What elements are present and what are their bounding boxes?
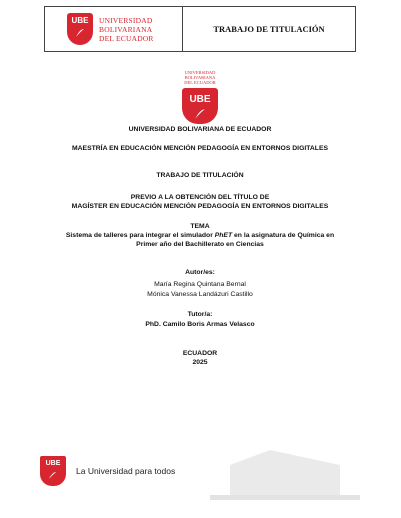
program-name: MAESTRÍA EN EDUCACIÓN MENCIÓN PEDAGOGÍA EN ENTORNOS DIGITALES — [71, 145, 329, 152]
laurel-icon — [47, 470, 58, 481]
degree-prior-line: PREVIO A LA OBTENCIÓN DEL TÍTULO DE — [130, 194, 270, 201]
laurel-icon — [74, 27, 86, 39]
campus-building-illustration — [210, 440, 360, 500]
ube-shield-logo — [67, 13, 93, 45]
country: ECUADOR — [182, 350, 218, 357]
logo-text: UBE — [45, 460, 61, 467]
header-logo — [45, 7, 183, 51]
phet-emphasis: PhET — [214, 232, 233, 239]
university-name: UNIVERSIDAD BOLIVARIANA DE ECUADOR — [128, 126, 272, 133]
header-university-name: UNIVERSIDAD BOLIVARIANA DEL ECUADOR — [99, 15, 154, 43]
header-doc-type: TRABAJO DE TITULACIÓN — [213, 24, 325, 34]
footer-tagline: La Universidad para todos — [76, 466, 176, 476]
page-header — [44, 6, 356, 52]
author-1: María Regina Quintana Bernal — [154, 281, 246, 288]
degree-title: MAGÍSTER EN EDUCACIÓN MENCIÓN PEDAGOGÍA EN ENTORNOS DIGITALES — [71, 203, 329, 210]
author-2: Mónica Vanessa Landázuri Castillo — [147, 291, 253, 298]
ube-shield-footer — [40, 456, 66, 486]
work-type: TRABAJO DE TITULACIÓN — [156, 172, 244, 179]
tutor-name: PhD. Camilo Boris Armas Velasco — [145, 321, 255, 328]
page-footer — [40, 456, 175, 486]
center-logo — [175, 70, 225, 124]
authors-label: Autor/es: — [185, 269, 215, 276]
topic-label: TEMA — [190, 223, 210, 230]
ube-shield-large — [182, 88, 218, 124]
topic-line-1: Sistema de talleres para integrar el simulador PhET en la asignatura de Química en — [65, 232, 335, 239]
laurel-icon — [193, 107, 207, 121]
logo-text: UBE — [189, 94, 211, 105]
tutor-label: Tutor/a: — [187, 311, 213, 318]
logo-text: UBE — [71, 16, 89, 25]
year: 2025 — [192, 359, 208, 366]
topic-line-2: Primer año del Bachillerato en Ciencias — [136, 241, 264, 248]
center-university-name: UNIVERSIDAD BOLIVARIANA DEL ECUADOR — [184, 70, 216, 85]
